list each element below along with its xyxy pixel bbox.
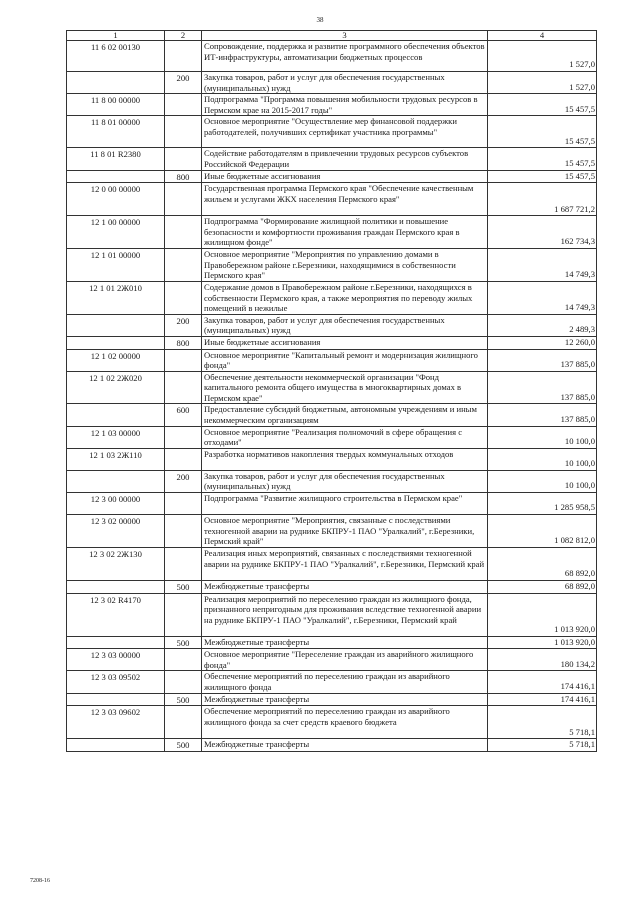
- row-amount: 10 100,0: [488, 470, 597, 492]
- row-code: [67, 470, 165, 492]
- table-row: [67, 41, 597, 72]
- row-code: 11 8 00 00000: [67, 94, 165, 116]
- row-amount: 1 082 812,0: [488, 515, 597, 548]
- row-code: 12 1 00 00000: [67, 216, 165, 249]
- table-header: [67, 31, 597, 41]
- table-row: [67, 183, 597, 216]
- table-row: [67, 493, 597, 515]
- table-row: [67, 216, 597, 249]
- row-code: 11 8 01 00000: [67, 116, 165, 148]
- table-row: [67, 548, 597, 581]
- row-amount: 1 013 920,0: [488, 593, 597, 636]
- row-name: Подпрограмма "Развитие жилищного строительства в Пермском крае": [202, 493, 488, 515]
- row-expense-type: [165, 548, 202, 581]
- row-name: Обеспечение деятельности некоммерческой организации "Фонд капитального ремонта общего имущества в многоквартирных домах в Пермском крае": [202, 371, 488, 404]
- row-amount: 12 260,0: [488, 336, 597, 349]
- row-expense-type: [165, 671, 202, 693]
- row-amount: 1 527,0: [488, 41, 597, 72]
- row-name: Закупка товаров, работ и услуг для обеспечения государственных (муниципальных) нужд: [202, 72, 488, 94]
- table-row: [67, 671, 597, 693]
- row-code: 12 3 02 2Ж130: [67, 548, 165, 581]
- row-code: 12 3 02 00000: [67, 515, 165, 548]
- row-name: Обеспечение мероприятий по переселению граждан из аварийного жилищного фонда: [202, 671, 488, 693]
- row-expense-type: [165, 493, 202, 515]
- header-col-2: 2: [165, 31, 202, 41]
- row-name: Содержание домов в Правобережном районе г.Березники, находящихся в собственности Пермского края, а также мероприятия по переводу жилых помещений в нежилые: [202, 281, 488, 314]
- row-expense-type: [165, 426, 202, 448]
- table-row: [67, 72, 597, 94]
- row-amount: 2 489,3: [488, 314, 597, 336]
- row-expense-type: [165, 349, 202, 371]
- row-amount: 68 892,0: [488, 581, 597, 594]
- header-col-3: 3: [202, 31, 488, 41]
- row-name: Иные бюджетные ассигнования: [202, 336, 488, 349]
- row-amount: 180 134,2: [488, 649, 597, 671]
- table-row: [67, 593, 597, 636]
- row-amount: 14 749,3: [488, 248, 597, 281]
- row-expense-type: 500: [165, 693, 202, 706]
- table-row: [67, 371, 597, 404]
- row-name: Основное мероприятие "Мероприятия, связанные с последствиями техногенной аварии на руднике БКПРУ-1 ПАО "Уралкалий", г.Березники, Пермский край": [202, 515, 488, 548]
- row-name: Основное мероприятие "Осуществление мер финансовой поддержки работодателей, получивших сертификат участника программы": [202, 116, 488, 148]
- row-amount: 14 749,3: [488, 281, 597, 314]
- row-expense-type: 800: [165, 170, 202, 183]
- table-row: [67, 470, 597, 492]
- row-code: 12 3 03 00000: [67, 649, 165, 671]
- row-expense-type: 500: [165, 739, 202, 752]
- row-expense-type: [165, 216, 202, 249]
- table-row: [67, 314, 597, 336]
- row-code: [67, 581, 165, 594]
- row-name: Предоставление субсидий бюджетным, автономным учреждениям и иным некоммерческим организациям: [202, 404, 488, 426]
- row-name: Закупка товаров, работ и услуг для обеспечения государственных (муниципальных) нужд: [202, 470, 488, 492]
- row-amount: 15 457,5: [488, 148, 597, 170]
- row-name: Межбюджетные трансферты: [202, 636, 488, 649]
- row-expense-type: [165, 183, 202, 216]
- row-code: 12 1 01 2Ж010: [67, 281, 165, 314]
- row-code: 11 6 02 00130: [67, 41, 165, 72]
- row-name: Закупка товаров, работ и услуг для обеспечения государственных (муниципальных) нужд: [202, 314, 488, 336]
- row-expense-type: [165, 593, 202, 636]
- row-expense-type: [165, 94, 202, 116]
- row-expense-type: [165, 515, 202, 548]
- row-amount: 1 527,0: [488, 72, 597, 94]
- header-col-4: 4: [488, 31, 597, 41]
- table-row: [67, 649, 597, 671]
- row-code: [67, 739, 165, 752]
- row-code: 11 8 01 R2380: [67, 148, 165, 170]
- row-code: 12 3 03 09602: [67, 706, 165, 739]
- row-name: Обеспечение мероприятий по переселению граждан из аварийного жилищного фонда за счет средств краевого бюджета: [202, 706, 488, 739]
- row-expense-type: [165, 448, 202, 470]
- table-row: [67, 636, 597, 649]
- row-name: Реализация иных мероприятий, связанных с последствиями техногенной аварии на руднике БКПРУ-1 ПАО "Уралкалий", г.Березники, Пермский край: [202, 548, 488, 581]
- table-row: [67, 116, 597, 148]
- row-name: Подпрограмма "Программа повышения мобильности трудовых ресурсов в Пермском крае на 2015-2017 годы": [202, 94, 488, 116]
- row-name: Иные бюджетные ассигнования: [202, 170, 488, 183]
- row-expense-type: 200: [165, 470, 202, 492]
- row-code: [67, 170, 165, 183]
- row-name: Основное мероприятие "Капитальный ремонт и модернизация жилищного фонда": [202, 349, 488, 371]
- row-code: [67, 336, 165, 349]
- row-expense-type: [165, 371, 202, 404]
- table-row: [67, 426, 597, 448]
- row-expense-type: [165, 649, 202, 671]
- row-amount: 174 416,1: [488, 671, 597, 693]
- table-row: [67, 94, 597, 116]
- row-amount: 68 892,0: [488, 548, 597, 581]
- row-amount: 137 885,0: [488, 404, 597, 426]
- row-code: 12 1 03 2Ж110: [67, 448, 165, 470]
- row-code: 12 0 00 00000: [67, 183, 165, 216]
- row-name: Сопровождение, поддержка и развитие программного обеспечения объектов ИТ-инфраструктуры, автоматизации бюджетных процессов: [202, 41, 488, 72]
- row-code: 12 3 02 R4170: [67, 593, 165, 636]
- table-row: [67, 336, 597, 349]
- budget-table: [66, 30, 597, 752]
- row-expense-type: [165, 248, 202, 281]
- header-col-1: 1: [67, 31, 165, 41]
- row-name: Основное мероприятие "Реализация полномочий в сфере обращения с отходами": [202, 426, 488, 448]
- row-code: 12 1 02 2Ж020: [67, 371, 165, 404]
- row-name: Основное мероприятие "Переселение граждан из аварийного жилищного фонда": [202, 649, 488, 671]
- table-row: [67, 349, 597, 371]
- row-name: Межбюджетные трансферты: [202, 739, 488, 752]
- row-name: Содействие работодателям в привлечении трудовых ресурсов субъектов Российской Федерации: [202, 148, 488, 170]
- table-row: [67, 581, 597, 594]
- footer-code: 7208-16: [30, 878, 50, 884]
- row-expense-type: 200: [165, 314, 202, 336]
- row-expense-type: [165, 116, 202, 148]
- row-code: 12 1 03 00000: [67, 426, 165, 448]
- row-amount: 137 885,0: [488, 371, 597, 404]
- table-row: [67, 248, 597, 281]
- row-amount: 15 457,5: [488, 170, 597, 183]
- table-row: [67, 693, 597, 706]
- row-code: [67, 636, 165, 649]
- row-code: [67, 693, 165, 706]
- row-expense-type: [165, 281, 202, 314]
- row-amount: 15 457,5: [488, 94, 597, 116]
- table-row: [67, 281, 597, 314]
- row-amount: 1 687 721,2: [488, 183, 597, 216]
- table-row: [67, 148, 597, 170]
- row-code: [67, 404, 165, 426]
- table-row: [67, 448, 597, 470]
- header-row: [67, 31, 597, 41]
- row-name: Реализация мероприятий по переселению граждан из жилищного фонда, признанного непригодным для проживания вследствие техногенной аварии на руднике БКПРУ-1 ПАО "Уралкалий", г.Березники, Пермский край: [202, 593, 488, 636]
- row-amount: 5 718,1: [488, 706, 597, 739]
- row-code: 12 3 00 00000: [67, 493, 165, 515]
- row-expense-type: 800: [165, 336, 202, 349]
- row-amount: 10 100,0: [488, 448, 597, 470]
- row-expense-type: 600: [165, 404, 202, 426]
- table-row: [67, 739, 597, 752]
- row-amount: 15 457,5: [488, 116, 597, 148]
- row-code: 12 3 03 09502: [67, 671, 165, 693]
- page-number: 38: [316, 16, 324, 24]
- row-name: Государственная программа Пермского края "Обеспечение качественным жильем и услугами ЖКХ населения Пермского края": [202, 183, 488, 216]
- row-amount: 162 734,3: [488, 216, 597, 249]
- row-code: 12 1 01 00000: [67, 248, 165, 281]
- table-row: [67, 170, 597, 183]
- row-amount: 1 285 958,5: [488, 493, 597, 515]
- row-amount: 1 013 920,0: [488, 636, 597, 649]
- row-amount: 174 416,1: [488, 693, 597, 706]
- table-body: [67, 41, 597, 752]
- row-code: [67, 314, 165, 336]
- table-row: [67, 404, 597, 426]
- table-row: [67, 706, 597, 739]
- row-expense-type: 500: [165, 636, 202, 649]
- table-row: [67, 515, 597, 548]
- row-name: Разработка нормативов накопления твердых коммунальных отходов: [202, 448, 488, 470]
- row-expense-type: 200: [165, 72, 202, 94]
- row-expense-type: [165, 706, 202, 739]
- row-amount: 5 718,1: [488, 739, 597, 752]
- row-amount: 137 885,0: [488, 349, 597, 371]
- row-name: Основное мероприятие "Мероприятия по управлению домами в Правобережном районе г.Березники, находящимися в собственности Пермского края": [202, 248, 488, 281]
- row-expense-type: [165, 148, 202, 170]
- row-name: Подпрограмма "Формирование жилищной политики и повышение безопасности и комфортности проживания граждан Пермского края в жилищном фонде": [202, 216, 488, 249]
- row-name: Межбюджетные трансферты: [202, 581, 488, 594]
- row-expense-type: [165, 41, 202, 72]
- row-code: [67, 72, 165, 94]
- row-amount: 10 100,0: [488, 426, 597, 448]
- row-code: 12 1 02 00000: [67, 349, 165, 371]
- row-name: Межбюджетные трансферты: [202, 693, 488, 706]
- row-expense-type: 500: [165, 581, 202, 594]
